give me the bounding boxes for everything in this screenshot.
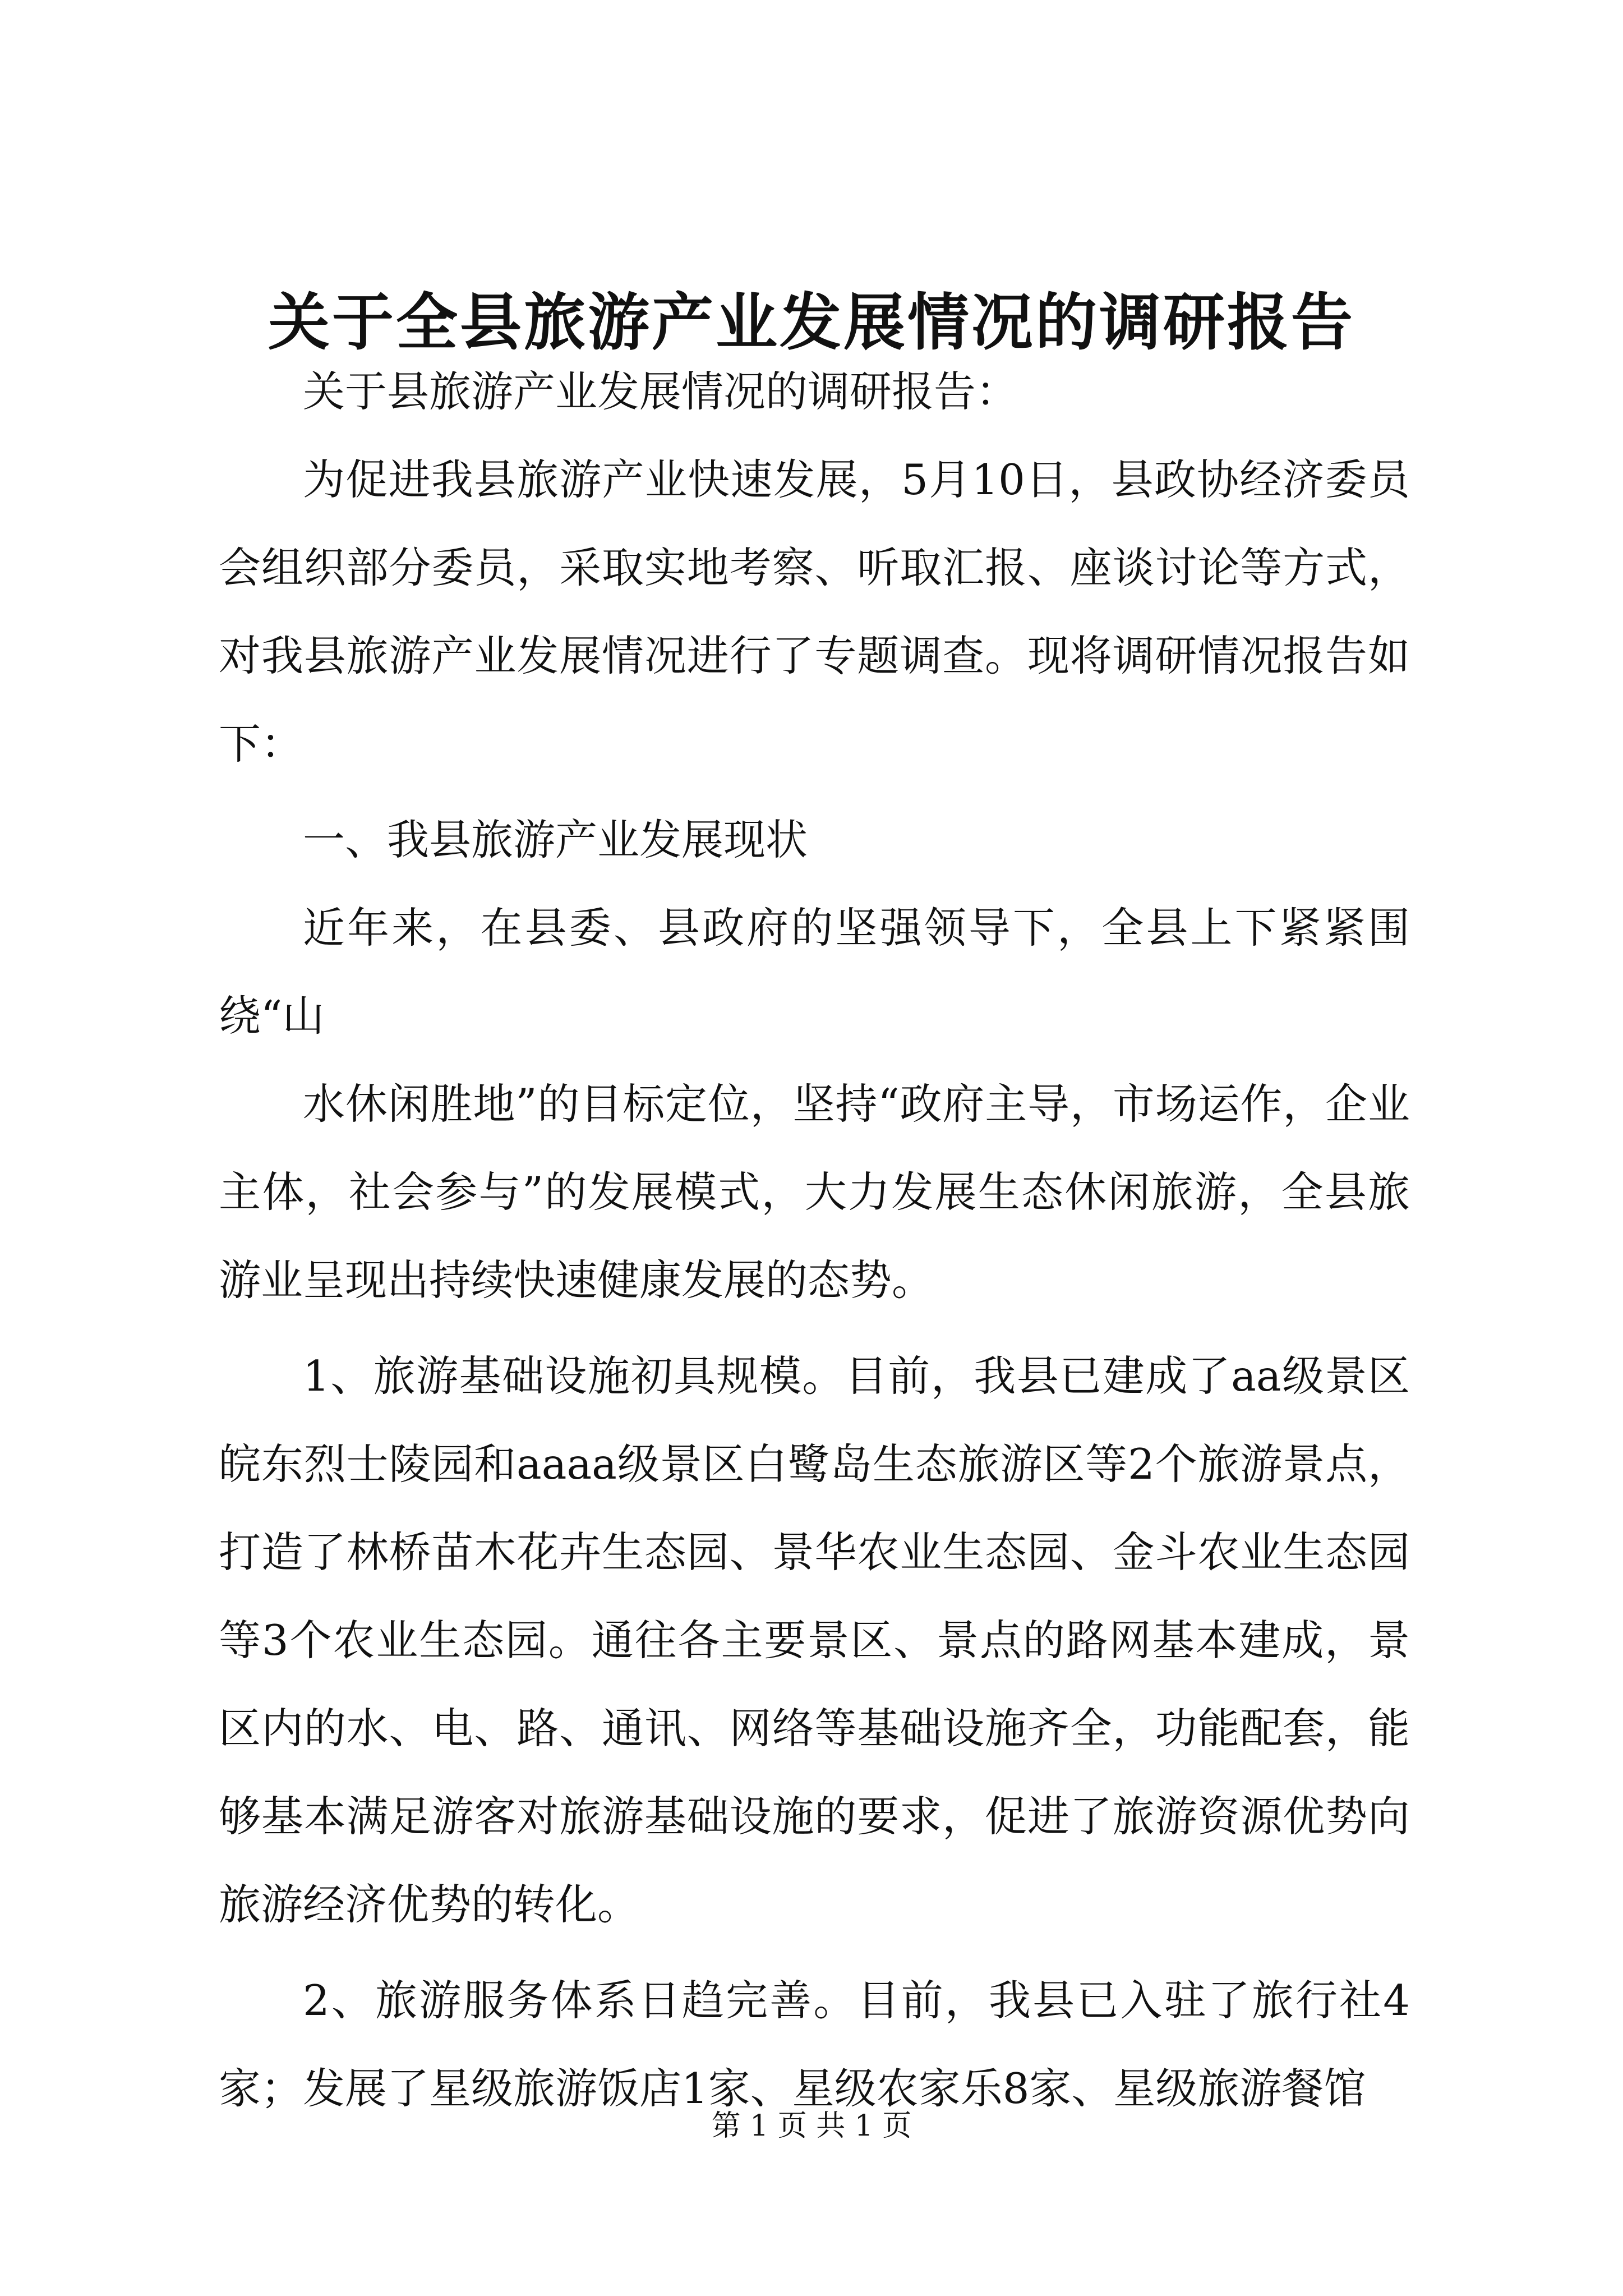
paragraph-intro-heading: 关于县旅游产业发展情况的调研报告： bbox=[303, 367, 1018, 416]
document-title: 关于全县旅游产业发展情况的调研报告 bbox=[268, 286, 1355, 358]
page-number-footer: 第 1 页 共 1 页 bbox=[711, 2109, 912, 2143]
paragraph-development-model: 水休闲胜地”的目标定位，坚持“政府主导，市场运作，企业主体，社会参与”的发展模式，大力发展生态休闲旅游，全县旅游业呈现出持续快速健康发展的态势。 bbox=[219, 1079, 1410, 1305]
paragraph-infrastructure: 1、旅游基础设施初具规模。目前，我县已建成了aa级景区皖东烈士陵园和aaaa级景区白鹭岛生态旅游区等2个旅游景点，打造了林桥苗木花卉生态园、景华农业生态园、金斗农业生态园等3个农业生态园。通往各主要景区、景点的路网基本建成，景区内的水、电、路、通讯、网络等基础设施齐全，功能配套，能够基本满足游客对旅游基础设施的要求，促进了旅游资源优势向旅游经济优势的转化。 bbox=[219, 1351, 1410, 1929]
paragraph-recent-years: 近年来，在县委、县政府的坚强领导下，全县上下紧紧围绕“山 bbox=[219, 903, 1410, 1041]
section-heading-status: 一、我县旅游产业发展现状 bbox=[303, 815, 808, 864]
paragraph-service-system: 2、旅游服务体系日趋完善。目前，我县已入驻了旅行社4家；发展了星级旅游饭店1家、星级农家乐8家、星级旅游餐馆 bbox=[219, 1976, 1410, 2113]
paragraph-purpose: 为促进我县旅游产业快速发展，5月10日，县政协经济委员会组织部分委员，采取实地考察、听取汇报、座谈讨论等方式，对我县旅游产业发展情况进行了专题调查。现将调研情况报告如下： bbox=[219, 455, 1410, 769]
document-body bbox=[219, 348, 1410, 2133]
